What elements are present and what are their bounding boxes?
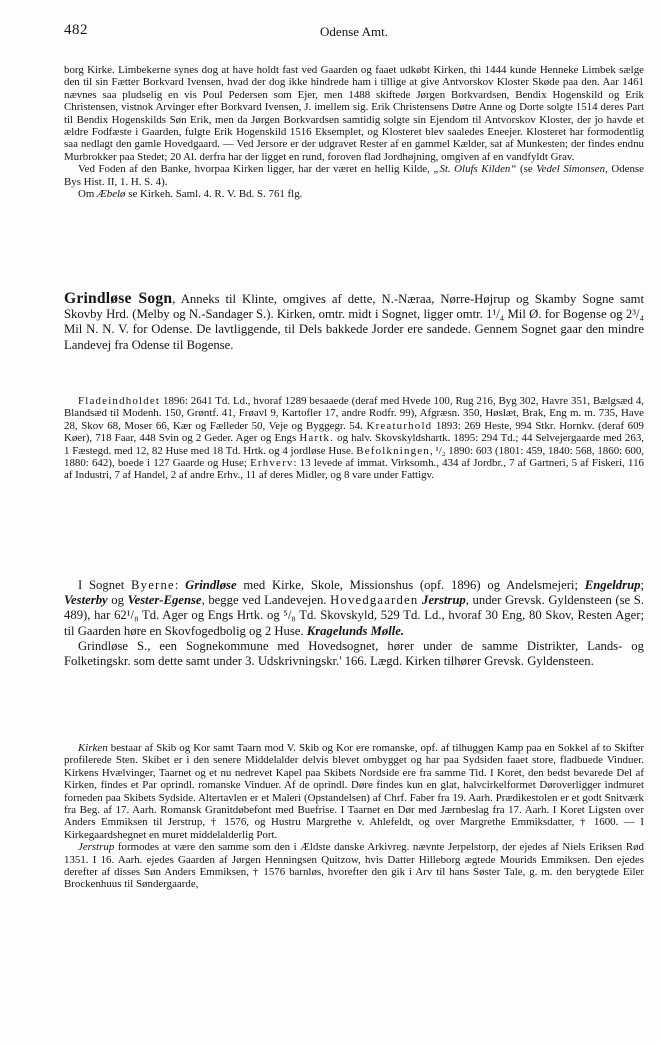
kilde-name: „St. Olufs Kilden“	[433, 163, 517, 176]
place-name: Kragelunds Mølle.	[306, 623, 405, 638]
page-number: 482	[64, 22, 88, 38]
paragraph-kilde: Ved Foden af den Banke, hvorpaa Kirken ligger, har der været en hellig Kilde, „St. Olufs Kilden“ (se Vedel Simonsen, Odense Bys Hist. II, 1. H. S. 4).	[64, 163, 644, 188]
place-name: Vester-Egense	[127, 593, 202, 608]
subject-label: Jerstrup	[78, 841, 115, 854]
stat-label: Hartk.	[299, 432, 335, 445]
paragraph-aebelo: Om Æbelø se Kirkeh. Saml. 4. R. V. Bd. S. 761 flg.	[78, 188, 303, 201]
paragraph-jersore: borg Kirke. Limbekerne synes dog at have holdt fast ved Gaarden og faaet udkøbt Kirken, thi 1444 kunde Henneke Limbek sælge den til sin Fætter Borkvard Ivensen, hvad der dog ikke hindrede ham i tillige at give Antvorskov Kloster Skøde paa den. Aar 1461 nævnes saa pludselig en vis Poul Pedersen som Ejer, men 1488 skiftede Jørgen Borkvardsen, Bendix Hogenskild og Erik Christensen, vistnok Arvinger efter Borkvard Ivensen, J. imellem sig. Erik Christensens Døtre Anne og Dorte solgte 1514 deres Part til Bendix Hogenskilds Søn Erik, men da Jørgen Borkvardsen samtidig solgte sin Ejendom til Antvorskov Kloster, der jo havde et ældre Fodfæste i Gaarden, fulgte Erik Hogenskild 1516 Eksemplet, og Klosteret blev saaledes Eneejer. Klosteret har formodentlig saa nedlagt den gamle Hovedgaard. — Ved Jersore er der udgravet Rester af en gammel Kælder, sat af Munkesten; der findes endnu Murbrokker paa Stedet; 20 Al. derfra har der ligget en rund, foroven flad Jordhøjning, omgiven af en vandfyldt Grav.	[64, 64, 644, 163]
place-name: Jerstrup	[422, 593, 466, 608]
paragraph-kommune: Grindløse S., een Sognekommune med Hovedsognet, hører under de samme Distrikter, Lands- og Folketingskr. som dette samt under 3. Udskrivningskr.' 166. Lægd. Kirken tilhører Grevsk. Gyldensteen.	[64, 638, 644, 669]
author-name: Vedel Simonsen	[536, 163, 606, 176]
label-hovedgaarden: Hovedgaarden	[330, 593, 419, 608]
place-name: Grindløse	[185, 578, 237, 592]
jersore-section	[64, 64, 644, 200]
paragraph-jerstrup: Jerstrup formodes at være den samme som den i Ældste danske Arkivreg. nævnte Jerpelstorp, der ejedes af Niels Eriksen Rød 1351. I 16. Aarh. ejedes Gaarden af Jørgen Henningsen Quitzow, hvis Datter Hilleborg ægtede Mourids Emmiksen. Den ejedes derefter af disses Søn Anders Emmiksen, † 1576 barnløs, hvorefter den gik i Arv til hans Søster Tale, g. m. den berygtede Eiler Brockenhuus til Søndergaarde,	[64, 841, 644, 891]
aebelo-name: Æbelø	[97, 188, 126, 201]
paragraph-kirken: Kirken bestaar af Skib og Kor samt Taarn mod V. Skib og Kor ere romanske, opf. af tilhuggen Kamp paa en Sokkel af to Skifter profilerede Sten. Skibet er i den senere Middelalder delvis blevet ombygget og har paa Sydsiden faaet store, fladbuede Vinduer. Kirkens Hvælvinger, Taarnet og et nu nedrevet Kapel paa Skibets Nordside ere fra samme Tid. I Koret, den bedst bevarede Del af Kirken, findes et Par oprindl. romanske Vinduer. Af de oprindl. Døre findes kun en glat, halvcirkelformet Døroverligger indmuret forneden paa Skibets Sydside. Altertavlen er et Maleri (Opstandelsen) af Chrf. Faber fra 19. Aarh. Prædikestolen er et godt Snitværk fra Beg. af 17. Aarh. Romansk Granitdøbefont med Buefrise. I Taarnet en Dør med Jærnbeslag fra 17. Aarh. I Koret Ligsten over Anders Emmiksen til Jerstrup, † 1576, og Hustru Margrethe v. Ahlefeldt, og over Margrethe Emmiksdatter, † 1600. — I Kirkegaardshegnet en muret middelalderlig Port.	[64, 742, 644, 841]
grindlose-intro-section	[64, 291, 644, 353]
villages-section	[64, 578, 644, 669]
section-heading: Grindløse Sogn	[64, 290, 173, 307]
subject-label: Kirken	[78, 742, 108, 754]
stat-label: Kreaturhold	[366, 419, 433, 432]
label-byerne: Byerne	[131, 578, 175, 592]
stat-label: Fladeindholdet	[78, 395, 161, 407]
page-header	[64, 22, 644, 44]
stat-label: Befolkningen	[356, 444, 430, 457]
church-section	[64, 742, 644, 891]
paragraph-statistics: Fladeindholdet 1896: 2641 Td. Ld., hvoraf 1289 besaaede (deraf med Hvede 100, Rug 216, Byg 302, Havre 351, Bælgsæd 4, Blandsæd til Modenh. 150, Grøntf. 41, Frøavl 9, Kartofler 17, andre Rodfr. 99), Afgræsn. 350, Høslæt, Brak, Eng m. m. 735, Have 28, Skov 68, Moser 66, Kær og Fælleder 50, Veje og Byggegr. 54. Kreaturhold 1893: 269 Heste, 994 Stkr. Hornkv. (deraf 609 Køer), 718 Faar, 448 Svin og 2 Geder. Ager og Engs Hartk. og halv. Skovskyldshartk. 1895: 294 Td.; 44 Selvejergaarde med 263, 1 Fæstegd. med 12, 82 Huse med 18 Td. Hrtk. og 4 jordløse Huse. Befolkningen, ¹/₂ 1890: 603 (1801: 459, 1840: 568, 1860: 600, 1880: 642), boede i 127 Gaarde og Huse; Erhverv: 13 levede af immat. Virksomh., 434 af Jordbr., 7 af Gartneri, 5 af Fiskeri, 116 af Industri, 7 af Handel, 2 af andre Erhv., 11 af deres Midler, og 8 vare under Fattigv.	[64, 395, 644, 482]
stat-label: Erhverv	[250, 457, 294, 470]
place-name: Engeldrup	[584, 578, 641, 592]
running-title: Odense Amt.	[320, 24, 388, 39]
paragraph-villages: I Sognet Byerne: Grindløse med Kirke, Skole, Missionshus (opf. 1896) og Andelsmejeri; Engeldrup; Vesterby og Vester-Egense, begge ved Landevejen. Hovedgaarden Jerstrup, under Grevsk. Gyldensteen (se S. 489), har 62¹/₈ Td. Ager og Engs Hrtk. og ⁵/₈ Td. Skovskyld, 529 Td. Ld., hvoraf 30 Eng, 80 Skov, Resten Ager; til Gaarden høre en Skovfogedbolig og 2 Huse. Kragelunds Mølle.	[64, 578, 645, 638]
place-name: Vesterby	[64, 593, 108, 608]
paragraph-grindlose-intro: Grindløse Sogn, Anneks til Klinte, omgives af dette, N.-Næraa, Nørre-Højrup og Skamby Sogne samt Skovby Hrd. (Melby og N.-Sandager S.). Kirken, omtr. midt i Sognet, ligger omtr. 1¹/₄ Mil Ø. for Bogense og 2³/₄ Mil N. N. V. for Odense. De lavtliggende, til Dels bakkede Jorder ere sandede. Gennem Sognet gaar den mindre Landevej fra Odense til Bogense.	[64, 290, 644, 352]
statistics-section	[64, 395, 644, 482]
